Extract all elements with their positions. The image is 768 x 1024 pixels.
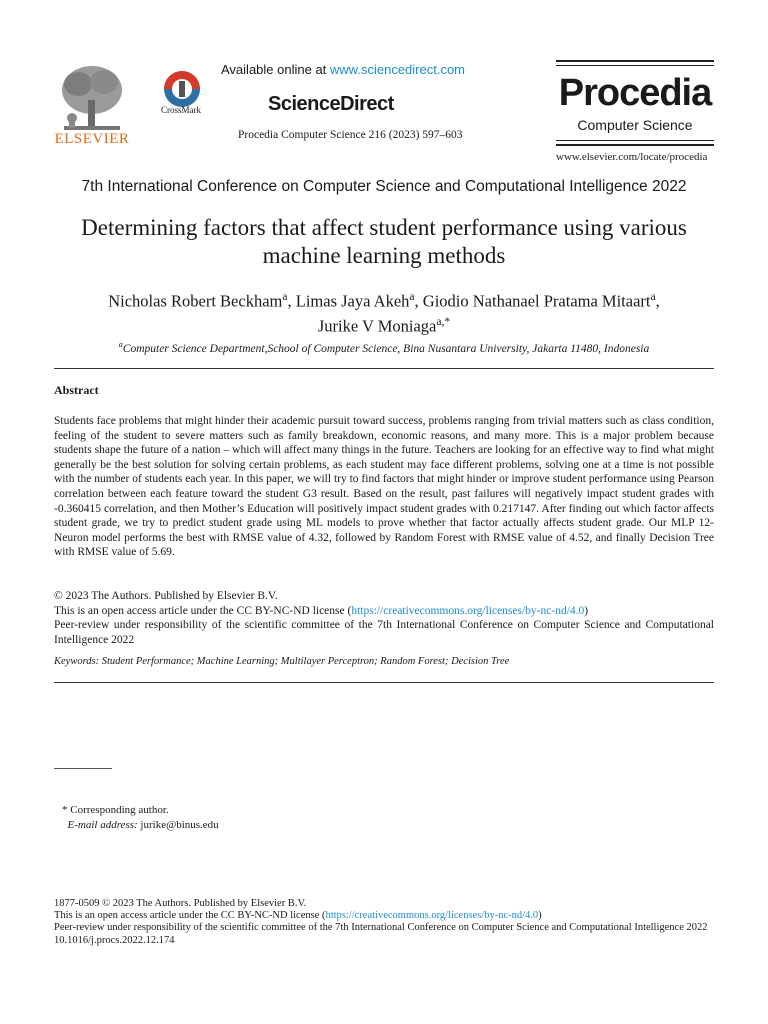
peer-review-line: Peer-review under responsibility of the scientific committee of the 7th International Conference on Computer Science and Computational Intelligence 2022 [54, 619, 714, 646]
crossmark-label: CrossMark [161, 105, 201, 115]
copyright-line: © 2023 The Authors. Published by Elsevier B.V. [54, 590, 278, 602]
procedia-bottom-rule [556, 144, 714, 146]
author-name: Jurike V Moniaga [317, 316, 437, 335]
divider-bottom [54, 682, 714, 683]
footer-license-link[interactable]: https://creativecommons.org/licenses/by-nc-nd/4.0 [325, 910, 539, 922]
procedia-top-rule [556, 60, 714, 62]
procedia-top-rule-thin [556, 65, 714, 66]
author-line-1: Nicholas Robert Beckham$^a$, Limas Jaya Akeh$^a$, Giodio Nathanael Pratama Mitaart$^a$, [108, 291, 660, 311]
author-line-2: Jurike V Moniaga$^{a,*}$ [317, 315, 451, 335]
page-footer [54, 898, 714, 947]
author-list [40, 287, 728, 336]
affiliation: $^a$Computer Science Department,School of Computer Science, Bina Nusantara University, Jakarta 11480, Indonesia [118, 340, 650, 355]
sciencedirect-brand: ScienceDirect [268, 93, 394, 115]
available-prefix: Available online at [221, 62, 330, 77]
conference-name: 7th International Conference on Computer Science and Computational Intelligence 2022 [81, 178, 687, 195]
footnote-rule [54, 768, 112, 769]
copyright-block [54, 589, 714, 647]
sciencedirect-link[interactable]: www.sciencedirect.com [329, 62, 466, 77]
doi[interactable]: 10.1016/j.procs.2022.12.174 [54, 934, 175, 946]
license-line: This is an open access article under the CC BY-NC-ND license (https://creativecommons.org/licenses/by-nc-nd/4.0) [54, 604, 589, 617]
paper-title: Determining factors that affect student performance using various machine learning methods [81, 215, 687, 268]
email-line: E-mail address: jurike@binus.edu [67, 819, 219, 831]
journal-citation: Procedia Computer Science 216 (2023) 597–603 [238, 129, 463, 141]
corresponding-author [62, 803, 219, 833]
email-address[interactable]: jurike@binus.edu [140, 819, 219, 831]
footer-peer-review: Peer-review under responsibility of the scientific committee of the 7th International Conference on Computer Science and Computational Intelligence 2022 [54, 922, 708, 934]
procedia-title: Procedia [558, 72, 712, 114]
affiliation-text: Computer Science Department,School of Computer Science, Bina Nusantara University, Jakarta 11480, Indonesia [122, 342, 650, 355]
keywords: Keywords: Student Performance; Machine Learning; Multilayer Perceptron; Random Forest; Decision Tree [54, 656, 510, 667]
procedia-bottom-rule-thin [556, 140, 714, 141]
issn-line: 1877-0509 © 2023 The Authors. Published by Elsevier B.V. [54, 898, 307, 909]
corresponding-label: * Corresponding author. [62, 804, 169, 816]
procedia-subtitle: Computer Science [577, 117, 693, 133]
journal-url[interactable]: www.elsevier.com/locate/procedia [556, 151, 708, 163]
divider-top [54, 368, 714, 369]
footer-license-line: This is an open access article under the CC BY-NC-ND license (https://creativecommons.org/licenses/by-nc-nd/4.0) [54, 910, 542, 922]
license-link[interactable]: https://creativecommons.org/licenses/by-nc-nd/4.0 [351, 604, 585, 617]
available-online-line [221, 62, 465, 77]
abstract-heading: Abstract [54, 383, 99, 397]
abstract-body: Students face problems that might hinder their academic pursuit toward success, problems ranging from trivial matters such as class condition, feeling of the student to severe matters such as family breakdown, economic reasons, and many more. This is a major problem because students shape the future of a nation – which will affect many things in the future. Teachers are looking for an effective way to find what might generally be the best solution for solving certain problems, as each student may face different problems, solving one at a time is not possible with the number of students each year. In this paper, we will try to find factors that might hinder or improve student performance using Pearson correlation between each feature toward the student G3 result. Based on the result, past failures will negatively impact student grades with -0.360415 correlation, and then Mother’s Education will positively impact student grades with 0.217147. After finding out which factor affects student grade, we try to predict student grade using ML models to prove whether that factor actually affects student grade. Our MLP 12-Neuron model performs the best with RMSE value of 4.32, followed by Random Forest with RMSE value of 4.52, and finally Decision Tree with RMSE value of 5.69. [54, 415, 714, 559]
elsevier-wordmark: ELSEVIER [54, 131, 130, 147]
